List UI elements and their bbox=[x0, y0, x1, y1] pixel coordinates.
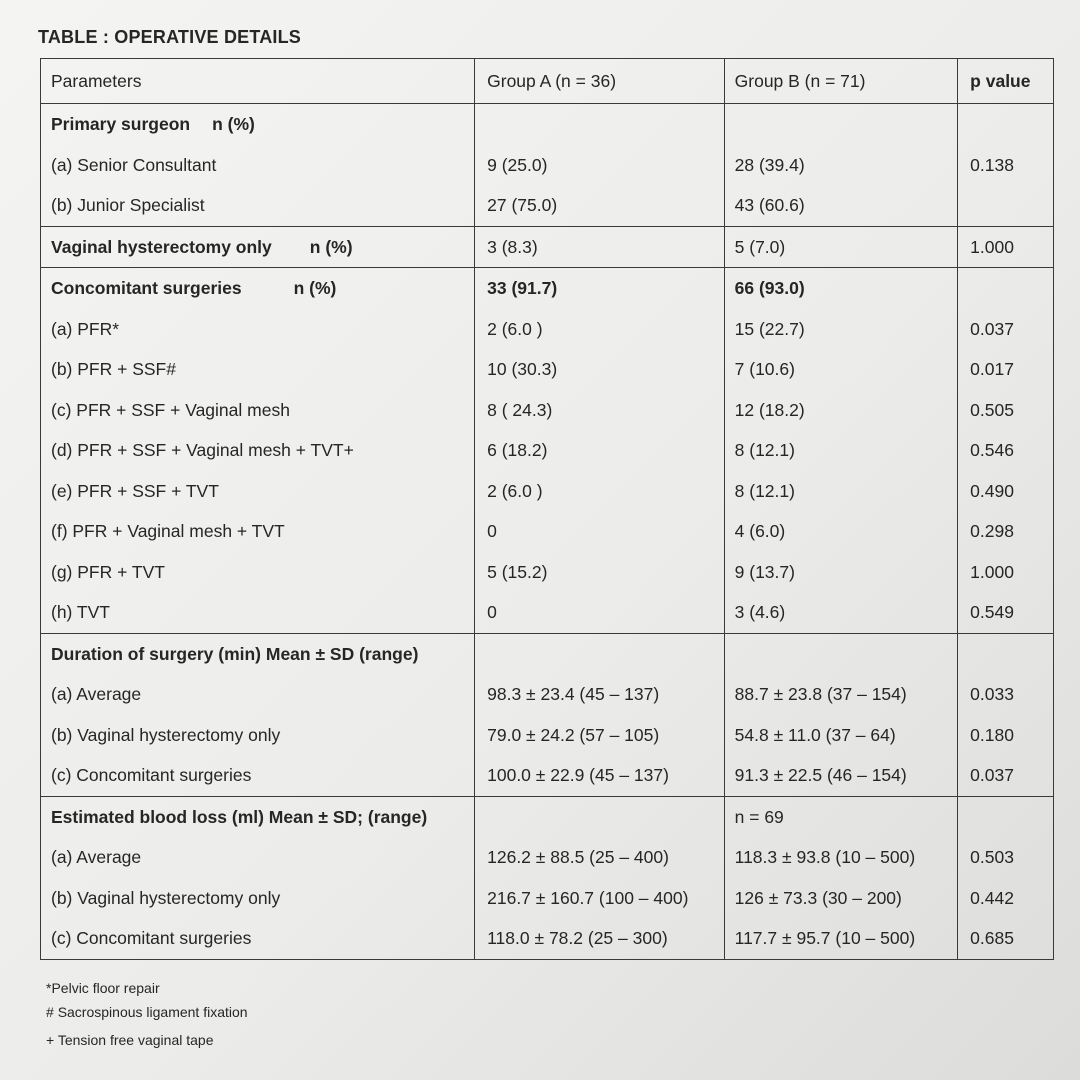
p-value: 0.685 bbox=[957, 918, 1053, 959]
operative-details-table bbox=[40, 58, 1054, 960]
section-unit: n (%) bbox=[293, 278, 337, 298]
group-a-value: 216.7 ± 160.7 (100 – 400) bbox=[474, 878, 724, 919]
table-row bbox=[41, 715, 1053, 756]
row-label: (a) Senior Consultant bbox=[51, 154, 217, 175]
section-duration bbox=[40, 634, 1054, 797]
p-value: 0.442 bbox=[957, 878, 1053, 919]
group-b-value: 28 (39.4) bbox=[724, 145, 958, 186]
header-p-value: p value bbox=[957, 59, 1053, 103]
p-value: 0.138 bbox=[957, 145, 1053, 186]
group-a-value: 6 (18.2) bbox=[474, 430, 724, 471]
section-vaginal-hysterectomy bbox=[40, 227, 1054, 269]
footnote-text: Pelvic floor repair bbox=[51, 980, 160, 996]
group-b-value: 88.7 ± 23.8 (37 – 154) bbox=[724, 674, 958, 715]
p-value: 0.505 bbox=[957, 390, 1053, 431]
group-b-value: 12 (18.2) bbox=[724, 390, 958, 431]
table-row bbox=[41, 552, 1053, 593]
group-b-value: 4 (6.0) bbox=[724, 511, 958, 552]
group-b-value: 126 ± 73.3 (30 – 200) bbox=[724, 878, 958, 919]
p-value: 0.546 bbox=[957, 430, 1053, 471]
table-row bbox=[41, 349, 1053, 390]
p-value: 0.549 bbox=[957, 592, 1053, 633]
p-value: 0.037 bbox=[957, 309, 1053, 350]
section-unit: n (%) bbox=[212, 114, 255, 134]
group-a-value: 2 (6.0 ) bbox=[474, 309, 724, 350]
section-label: Concomitant surgeries bbox=[51, 278, 242, 298]
row-label: (g) PFR + TVT bbox=[51, 561, 165, 582]
group-b-note: n = 69 bbox=[724, 797, 958, 838]
group-b-value: 54.8 ± 11.0 (37 – 64) bbox=[724, 715, 958, 756]
section-label: Vaginal hysterectomy only bbox=[51, 236, 272, 257]
table-row bbox=[41, 185, 1053, 226]
group-a-value: 118.0 ± 78.2 (25 – 300) bbox=[474, 918, 724, 959]
p-value: 0.017 bbox=[957, 349, 1053, 390]
header-group-a: Group A (n = 36) bbox=[474, 59, 724, 103]
header-group-b: Group B (n = 71) bbox=[724, 59, 958, 103]
footnote-text: Tension free vaginal tape bbox=[57, 1032, 214, 1048]
row-label: (e) PFR + SSF + TVT bbox=[51, 480, 219, 501]
table-row bbox=[41, 145, 1053, 186]
p-value: 0.298 bbox=[957, 511, 1053, 552]
table-row bbox=[41, 755, 1053, 796]
header-parameters: Parameters bbox=[51, 71, 142, 91]
table-row bbox=[41, 430, 1053, 471]
section-label: Primary surgeon bbox=[51, 114, 191, 134]
row-label: (d) PFR + SSF + Vaginal mesh + TVT+ bbox=[51, 440, 354, 460]
p-value: 0.180 bbox=[957, 715, 1053, 756]
footnote-mark: # bbox=[46, 1004, 54, 1020]
group-b-value: 15 (22.7) bbox=[724, 309, 958, 350]
p-value: 0.037 bbox=[957, 755, 1053, 796]
group-a-value: 0 bbox=[474, 592, 724, 633]
group-a-value: 126.2 ± 88.5 (25 – 400) bbox=[474, 837, 724, 878]
section-primary-surgeon bbox=[40, 104, 1054, 227]
footnote-mark: + bbox=[46, 1032, 55, 1048]
table-row bbox=[41, 511, 1053, 552]
group-a-value: 10 (30.3) bbox=[474, 349, 724, 390]
row-label: (a) PFR* bbox=[51, 318, 120, 339]
group-a-value: 5 (15.2) bbox=[474, 552, 724, 593]
table-header-row bbox=[40, 58, 1054, 104]
group-a-value: 27 (75.0) bbox=[474, 185, 724, 226]
group-a-value: 9 (25.0) bbox=[474, 145, 724, 186]
group-b-value: 118.3 ± 93.8 (10 – 500) bbox=[724, 837, 958, 878]
group-a-value: 0 bbox=[474, 511, 724, 552]
group-a-value: 98.3 ± 23.4 (45 – 137) bbox=[474, 674, 724, 715]
footnote-mark: * bbox=[46, 980, 52, 996]
row-label: (c) PFR + SSF + Vaginal mesh bbox=[51, 399, 290, 420]
table-row bbox=[41, 390, 1053, 431]
section-blood-loss bbox=[40, 797, 1054, 960]
group-a-value: 3 (8.3) bbox=[474, 227, 724, 268]
table-row bbox=[41, 471, 1053, 512]
group-b-value: 8 (12.1) bbox=[724, 430, 958, 471]
p-value: 1.000 bbox=[957, 227, 1053, 268]
p-value: 0.033 bbox=[957, 674, 1053, 715]
group-b-value: 117.7 ± 95.7 (10 – 500) bbox=[724, 918, 958, 959]
group-b-value: 91.3 ± 22.5 (46 – 154) bbox=[724, 755, 958, 796]
p-value bbox=[957, 185, 1053, 226]
table-row bbox=[41, 878, 1053, 919]
group-a-value: 2 (6.0 ) bbox=[474, 471, 724, 512]
group-b-value: 3 (4.6) bbox=[724, 592, 958, 633]
p-value: 0.490 bbox=[957, 471, 1053, 512]
p-value: 1.000 bbox=[957, 552, 1053, 593]
table-row bbox=[41, 592, 1053, 633]
group-a-value: 100.0 ± 22.9 (45 – 137) bbox=[474, 755, 724, 796]
footnote-ssf bbox=[46, 1004, 248, 1020]
row-label: (c) Concomitant surgeries bbox=[51, 765, 252, 785]
footnote-tvt bbox=[46, 1032, 214, 1048]
row-label: (a) Average bbox=[51, 847, 142, 867]
group-b-value: 8 (12.1) bbox=[724, 471, 958, 512]
row-label: (b) Vaginal hysterectomy only bbox=[51, 724, 281, 745]
table-row bbox=[41, 309, 1053, 350]
group-a-total: 33 (91.7) bbox=[474, 268, 724, 309]
table-row bbox=[41, 837, 1053, 878]
group-b-value: 7 (10.6) bbox=[724, 349, 958, 390]
table-row bbox=[41, 674, 1053, 715]
section-label: Duration of surgery (min) Mean ± SD (range) bbox=[51, 643, 419, 664]
table-title: TABLE : OPERATIVE DETAILS bbox=[38, 27, 302, 47]
row-label: (c) Concomitant surgeries bbox=[51, 928, 252, 948]
group-a-value: 8 ( 24.3) bbox=[474, 390, 724, 431]
row-label: (b) Vaginal hysterectomy only bbox=[51, 887, 281, 908]
section-concomitant-surgeries bbox=[40, 268, 1054, 634]
row-label: (f) PFR + Vaginal mesh + TVT bbox=[51, 521, 285, 541]
row-label: (h) TVT bbox=[51, 602, 110, 622]
group-b-value: 43 (60.6) bbox=[724, 185, 958, 226]
table-row bbox=[41, 918, 1053, 959]
group-b-total: 66 (93.0) bbox=[724, 268, 958, 309]
row-label: (b) Junior Specialist bbox=[51, 195, 205, 215]
group-a-value: 79.0 ± 24.2 (57 – 105) bbox=[474, 715, 724, 756]
footnote-pfr bbox=[46, 980, 160, 996]
group-b-value: 9 (13.7) bbox=[724, 552, 958, 593]
section-unit: n (%) bbox=[309, 236, 353, 257]
row-label: (a) Average bbox=[51, 684, 142, 704]
group-b-value: 5 (7.0) bbox=[724, 227, 958, 268]
section-label: Estimated blood loss (ml) Mean ± SD; (range) bbox=[51, 806, 428, 827]
row-label: (b) PFR + SSF# bbox=[51, 359, 176, 379]
p-value: 0.503 bbox=[957, 837, 1053, 878]
footnote-text: Sacrospinous ligament fixation bbox=[57, 1004, 248, 1020]
